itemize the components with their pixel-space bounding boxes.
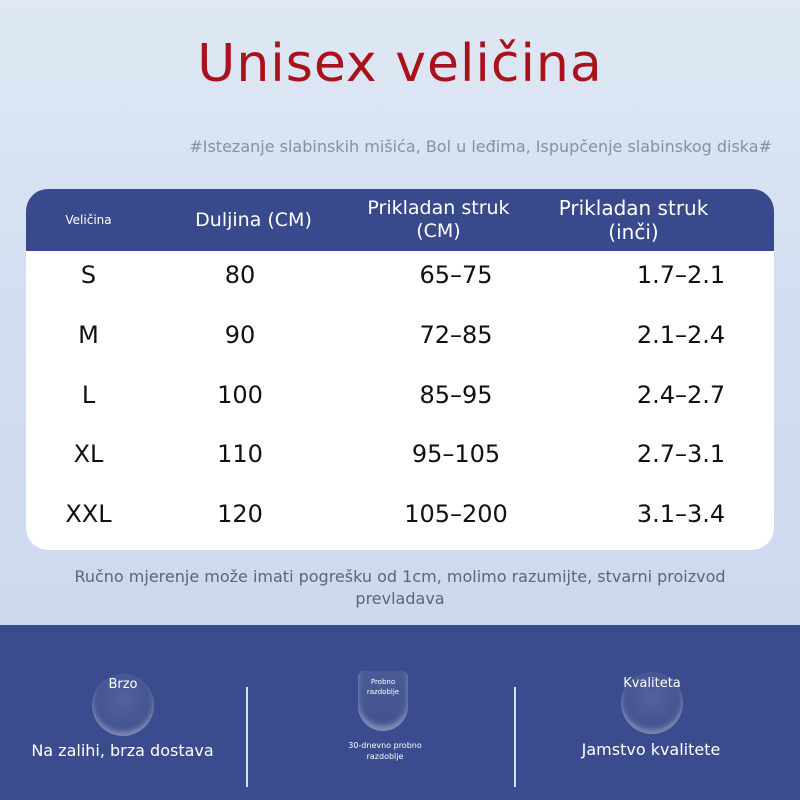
cell-size: XXL [65,500,112,528]
cell-waist-inch: 2.4–2.7 [636,381,726,409]
size-table [26,189,774,550]
table-row [26,245,774,305]
cell-size: M [78,321,99,349]
cell-waist-inch: 2.7–3.1 [636,440,726,468]
feature-text-quality: Jamstvo kvalitete [581,740,721,759]
table-row [26,424,774,484]
cell-length: 110 [217,440,263,468]
header-waist-inch: Prikladan struk (inči) [558,196,709,244]
feature-text-trial: 30-dnevno probno razdoblje [348,741,422,761]
cell-waist-cm: 105–200 [404,500,508,528]
feature-trial-period [250,625,515,800]
table-row [26,305,774,365]
cell-size: S [80,261,97,289]
cell-length: 100 [217,381,263,409]
header-length: Duljina (CM) [195,209,312,231]
page-title: Unisex veličina [197,34,603,94]
table-row [26,484,774,544]
cell-length: 80 [224,261,256,289]
header-size: Veličina [65,213,112,227]
measurement-note: Ručno mjerenje može imati pogrešku od 1cm, molimo razumijte, stvarni proizvod prevladava [74,567,726,608]
cell-waist-cm: 95–105 [411,440,501,468]
table-row [26,365,774,425]
cell-length: 120 [217,500,263,528]
cell-waist-cm: 85–95 [419,381,493,409]
cell-waist-cm: 65–75 [419,261,493,289]
badge-label-quality: Kvaliteta [623,676,681,691]
cell-waist-inch: 2.1–2.4 [636,321,726,349]
divider [246,687,248,787]
cell-waist-inch: 3.1–3.4 [636,500,726,528]
subtitle-hashtags: #Istezanje slabinskih mišića, Bol u leđima, Ispupčenje slabinskog diska# [189,137,772,156]
feature-text-fast: Na zalihi, brza dostava [31,741,214,760]
divider [514,687,516,787]
cell-waist-inch: 1.7–2.1 [636,261,726,289]
header-waist-cm: Prikladan struk (CM) [367,197,510,242]
features-footer [0,625,800,800]
cell-size: L [81,381,96,409]
feature-fast-delivery [0,625,245,800]
badge-label-fast: Brzo [108,677,138,692]
cell-waist-cm: 72–85 [419,321,493,349]
cell-length: 90 [224,321,256,349]
badge-label-trial: Probno razdoblje [366,678,400,696]
feature-quality [518,625,800,800]
table-header [26,189,774,251]
cell-size: XL [73,440,104,468]
